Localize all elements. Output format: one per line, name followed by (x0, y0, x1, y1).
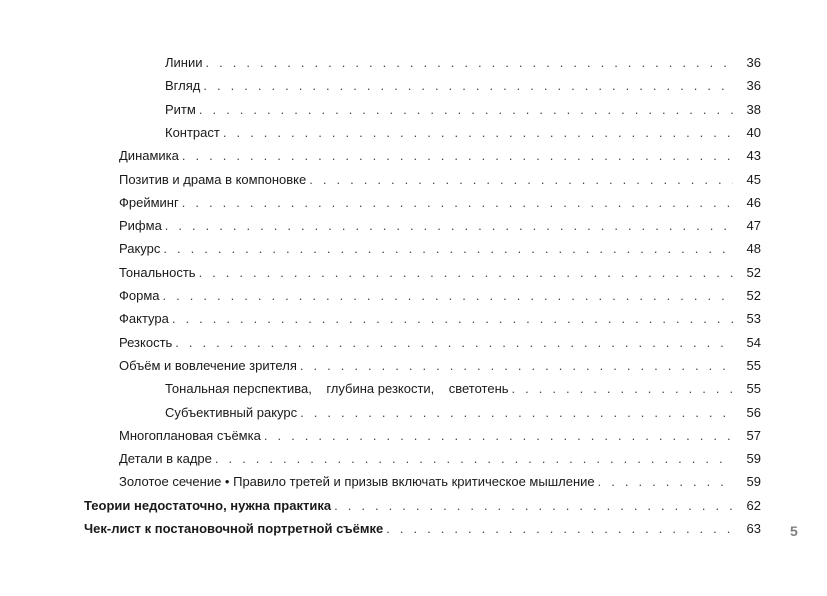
toc-entry-label: Рифма (119, 218, 162, 234)
toc-entry-page: 63 (746, 521, 761, 536)
toc-entry-label: Ракурс (119, 241, 161, 257)
toc-entry[interactable] (84, 518, 761, 540)
toc-entry-label: Детали в кадре (119, 451, 212, 467)
toc-dot-leader (182, 145, 733, 167)
toc-dot-leader (199, 262, 733, 284)
toc-entry-label: Линии (165, 55, 203, 70)
toc-dot-leader (163, 238, 733, 260)
toc-entry[interactable] (119, 192, 761, 214)
toc-dot-leader (300, 355, 733, 377)
toc-entry-page: 52 (746, 264, 761, 280)
toc-entry-page: 59 (746, 474, 761, 490)
toc-entry[interactable] (119, 308, 761, 330)
toc-entry-page: 38 (746, 101, 761, 117)
toc-entry-page: 40 (746, 124, 761, 140)
toc-entry[interactable] (165, 378, 761, 400)
toc-entry-label: Тональная перспектива, глубина резкости, светотень (165, 381, 509, 397)
toc-entry-label: Субъективный ракурс (165, 404, 298, 420)
toc-dot-leader (309, 169, 733, 191)
toc-entry[interactable] (119, 169, 761, 191)
toc-entry-label: Объём и вовлечение зрителя (119, 357, 297, 373)
toc-dot-leader (300, 402, 733, 424)
toc-dot-leader (163, 285, 733, 307)
toc-entry-page: 57 (746, 427, 761, 443)
toc-entry[interactable] (165, 122, 761, 144)
toc-entry[interactable] (119, 285, 761, 307)
toc-entry[interactable] (119, 238, 761, 260)
toc-entry-page: 59 (746, 451, 761, 467)
toc-entry-label: Контраст (165, 124, 220, 140)
toc-dot-leader (182, 192, 733, 214)
toc-entry-page: 45 (746, 171, 761, 187)
toc-entry[interactable] (119, 262, 761, 284)
toc-dot-leader (215, 448, 733, 470)
toc-entry-label: Форма (119, 288, 160, 303)
toc-entry-label: Чек-лист к постановочной портретной съёмке (84, 521, 384, 536)
toc-dot-leader (203, 75, 733, 97)
toc-entry[interactable] (165, 99, 761, 121)
toc-entry-label: Фрейминг (119, 194, 179, 210)
toc-entry[interactable] (119, 215, 761, 237)
toc-entry-page: 52 (746, 288, 761, 303)
toc-entry[interactable] (165, 52, 761, 74)
toc-entry-page: 55 (746, 381, 761, 397)
toc-dot-leader (512, 378, 733, 400)
toc-entry-page: 56 (746, 404, 761, 420)
toc-entry-page: 53 (746, 311, 761, 327)
toc-entry[interactable] (165, 402, 761, 424)
toc-entry-label: Золотое сечение • Правило третей и призыв включать критическое мышление (119, 474, 595, 490)
toc-dot-leader (165, 215, 733, 237)
toc-dot-leader (175, 332, 733, 354)
toc-entry[interactable] (84, 495, 761, 517)
toc-entry[interactable] (119, 332, 761, 354)
toc-entry-page: 62 (746, 497, 761, 513)
toc-dot-leader (264, 425, 733, 447)
toc-entry[interactable] (119, 145, 761, 167)
toc-entry-label: Динамика (119, 148, 179, 164)
toc-entry[interactable] (119, 355, 761, 377)
toc-entry-label: Ритм (165, 101, 196, 117)
toc-entry-page: 43 (746, 148, 761, 164)
toc-dot-leader (223, 122, 733, 144)
toc-entry-label: Резкость (119, 334, 173, 350)
page-number: 5 (790, 523, 798, 539)
toc-dot-leader (199, 99, 733, 121)
toc-entry-label: Тональность (119, 264, 196, 280)
toc-entry-label: Фактура (119, 311, 169, 327)
toc-entry[interactable] (119, 448, 761, 470)
toc-entry-label: Теории недостаточно, нужна практика (84, 497, 332, 513)
toc-entry-page: 48 (746, 241, 761, 257)
toc-entry-page: 54 (746, 334, 761, 350)
toc-entry-page: 46 (746, 194, 761, 210)
toc-entry-page: 47 (746, 218, 761, 234)
toc-entry-page: 55 (746, 357, 761, 373)
toc-entry-page: 36 (746, 78, 761, 94)
toc-entry-label: Многоплановая съёмка (119, 427, 261, 443)
toc-dot-leader (334, 495, 733, 517)
toc-entry[interactable] (119, 425, 761, 447)
toc-dot-leader (386, 518, 733, 540)
toc-entry-label: Позитив и драма в компоновке (119, 171, 307, 187)
toc-entry[interactable] (119, 471, 761, 493)
toc-dot-leader (598, 471, 733, 493)
toc-entry-label: Вгляд (165, 78, 201, 94)
toc-dot-leader (206, 52, 734, 74)
toc-entry[interactable] (165, 75, 761, 97)
toc-entry-page: 36 (746, 55, 761, 70)
toc-dot-leader (172, 308, 733, 330)
